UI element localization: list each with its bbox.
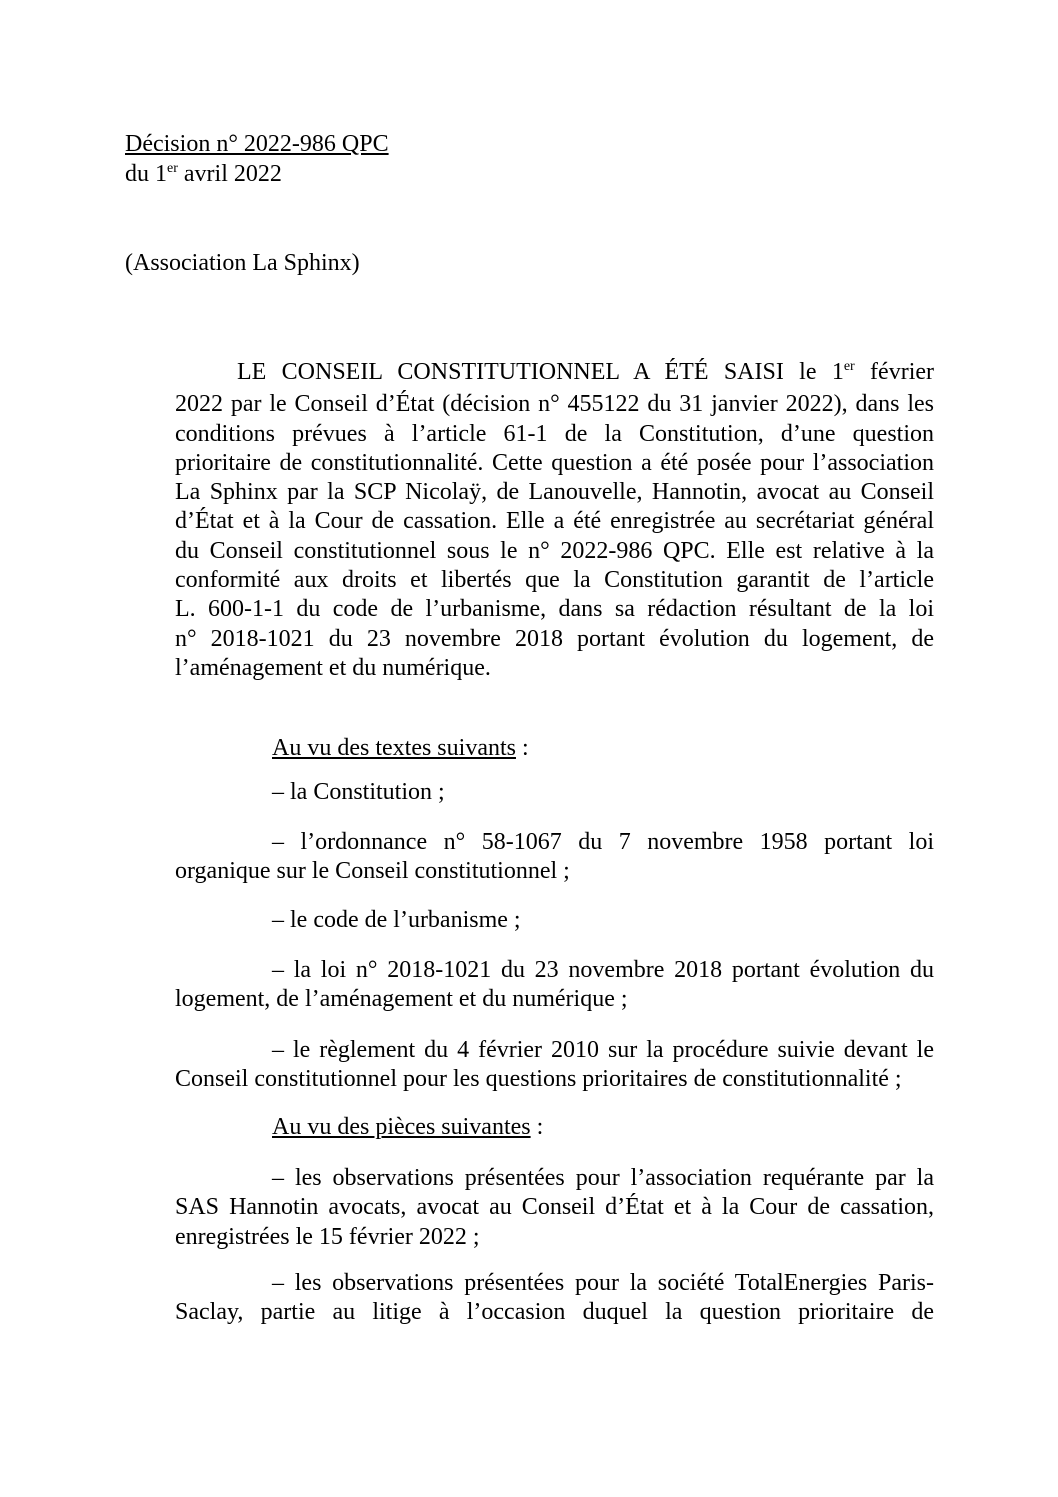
textes-heading [175,734,934,763]
saisine-line-11: l’aménagement et du numérique. [175,654,491,681]
date-sup: er [167,161,178,176]
saisine-line-7: du Conseil constitutionnel sous le n° 2022-986 QPC. Elle est relative à la [175,537,934,564]
textes-heading-line [175,734,934,763]
decision-number [125,129,389,159]
texte-item-3 [175,906,934,935]
piece-item-1-line-2: SAS Hannotin avocats, avocat au Conseil d’État et à la Cour de cassation, [175,1194,934,1221]
parties-text: (Association La Sphinx) [125,250,360,276]
piece-item-2-line-1: – les observations présentées pour la société TotalEnergies Paris- [272,1270,934,1296]
date-prefix: du 1 [125,161,167,187]
texte-item-4-line-2: logement, de l’aménagement et du numérique ; [175,986,628,1013]
texte-item-2-line-2: organique sur le Conseil constitutionnel ; [175,858,570,885]
date-suffix: avril 2022 [177,161,282,187]
texte-item-5-line-1: – le règlement du 4 février 2010 sur la procédure suivie devant le [272,1037,934,1063]
texte-item-1-line-1: – la Constitution ; [272,779,445,805]
texte-item-4-line-1: – la loi n° 2018-1021 du 23 novembre 2018 portant évolution du [272,957,934,983]
textes-heading-suffix: : [515,735,529,761]
saisine-line-3: conditions prévues à l’article 61-1 de la Constitution, d’une question [175,420,934,447]
decision-date [125,159,282,193]
saisine-line-6: d’État et à la Cour de cassation. Elle a été enregistrée au secrétariat général [175,508,934,535]
texte-item-2-line-1: – l’ordonnance n° 58-1067 du 7 novembre 1958 portant loi [272,829,934,855]
piece-item-2-line-2: Saclay, partie au litige à l’occasion duquel la question prioritaire de [175,1299,934,1326]
texte-item-5 [175,1036,934,1095]
texte-item-5-line-2: Conseil constitutionnel pour les questions prioritaires de constitutionnalité ; [175,1066,902,1093]
saisine-line-10: n° 2018-1021 du 23 novembre 2018 portant évolution du logement, de [175,625,934,652]
saisine-line-1-suffix: février [854,359,934,385]
piece-item-1-line-3: enregistrées le 15 février 2022 ; [175,1223,480,1250]
saisine-line-9: L. 600-1-1 du code de l’urbanisme, dans sa rédaction résultant de la loi [175,596,934,623]
texte-item-4 [175,956,934,1015]
pieces-heading-text: Au vu des pièces suivantes [272,1114,531,1140]
texte-item-3-line-1: – le code de l’urbanisme ; [272,907,521,933]
saisine-line-1 [175,358,934,390]
texte-item-1 [175,778,934,807]
saisine-sup: er [843,359,855,374]
piece-item-1-line-1: – les observations présentées pour l’association requérante par la [272,1165,934,1191]
piece-item-1 [175,1164,934,1252]
pieces-heading [175,1113,934,1142]
saisine-line-5: La Sphinx par la SCP Nicolaÿ, de Lanouvelle, Hannotin, avocat au Conseil [175,479,934,506]
pieces-heading-suffix: : [530,1114,544,1140]
saisine-line-4: prioritaire de constitutionnalité. Cette question a été posée pour l’association [175,449,934,476]
decision-number-text: Décision n° 2022-986 QPC [125,131,389,157]
saisine-paragraph [175,358,934,683]
saisine-line-8: conformité aux droits et libertés que la Constitution garantit de l’article [175,567,934,594]
textes-heading-text: Au vu des textes suivants [272,735,516,761]
pieces-heading-line [175,1113,934,1142]
parties [125,248,360,278]
piece-item-2 [175,1269,934,1328]
texte-item-2 [175,828,934,887]
saisine-line-1-text: LE CONSEIL CONSTITUTIONNEL A ÉTÉ SAISI le 1 [237,359,844,385]
saisine-line-2: 2022 par le Conseil d’État (décision n° 455122 du 31 janvier 2022), dans les [175,391,934,418]
